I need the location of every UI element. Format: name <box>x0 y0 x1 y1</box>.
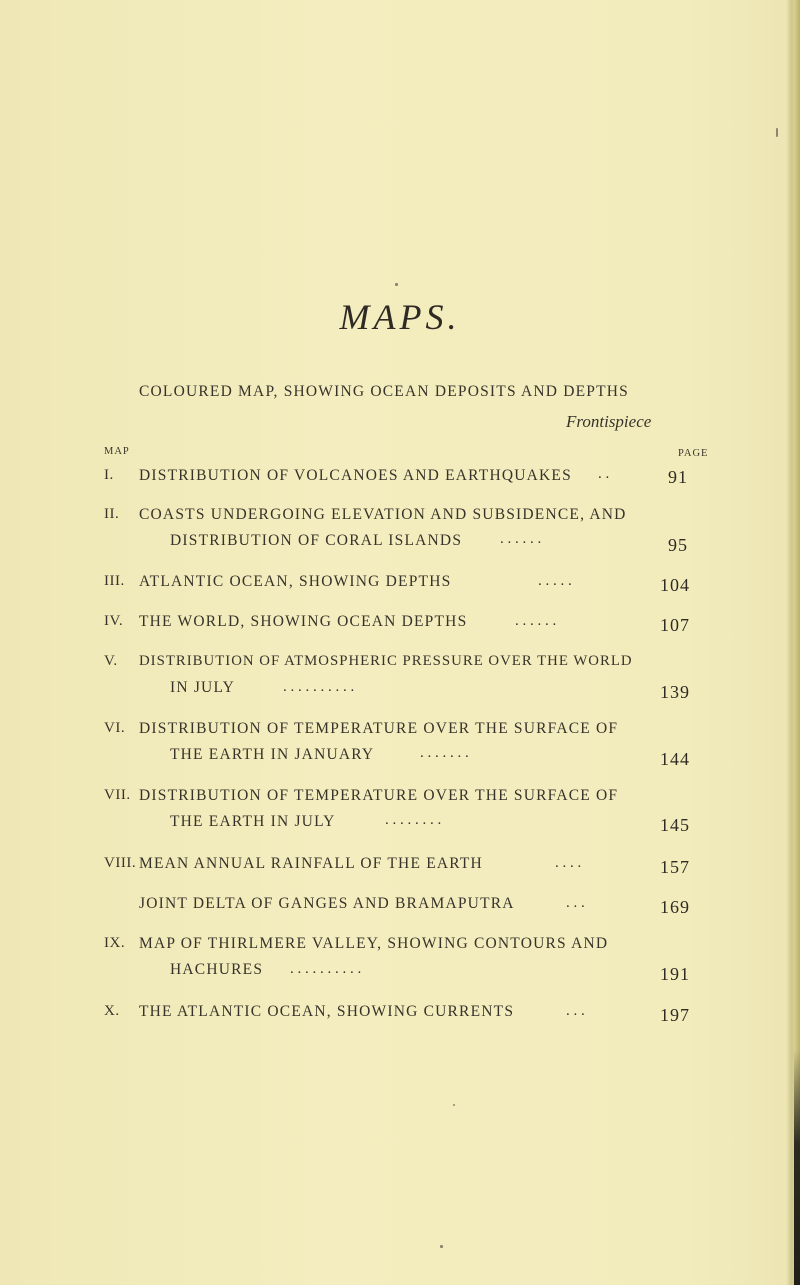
entry-title: MAP OF THIRLMERE VALLEY, SHOWING CONTOURS AND <box>139 935 609 952</box>
entry-title-continued: HACHURES <box>170 961 264 978</box>
entry-numeral: VI. <box>104 720 126 736</box>
entry-leader: . . . . . <box>538 573 572 589</box>
entry-numeral: VIII. <box>104 855 137 871</box>
page-edge-binding <box>794 1050 800 1285</box>
entry-numeral: IV. <box>104 613 124 629</box>
entry-title-continued: DISTRIBUTION OF CORAL ISLANDS <box>170 532 463 549</box>
entry-title-continued: THE EARTH IN JANUARY <box>170 746 375 763</box>
entry-page: 145 <box>660 815 690 835</box>
entry-title: DISTRIBUTION OF TEMPERATURE OVER THE SURFACE OF <box>139 720 619 737</box>
entry-title: DISTRIBUTION OF TEMPERATURE OVER THE SURFACE OF <box>139 787 619 804</box>
entry-numeral: I. <box>104 467 114 483</box>
entry-title-continued: IN JULY <box>170 679 235 696</box>
entry-leader: . . . . . . . . . . <box>290 961 362 977</box>
frontispiece-title: COLOURED MAP, SHOWING OCEAN DEPOSITS AND DEPTHS <box>139 383 629 400</box>
entry-leader: . . <box>598 466 610 482</box>
speck-mark <box>776 128 778 137</box>
entry-leader: . . . <box>566 895 585 911</box>
entry-page: 91 <box>668 467 688 487</box>
entry-leader: . . . <box>566 1003 585 1019</box>
entry-title: DISTRIBUTION OF ATMOSPHERIC PRESSURE OVER THE WORLD <box>139 653 633 669</box>
entry-page: 169 <box>660 897 690 917</box>
page-title: MAPS. <box>339 297 461 337</box>
entry-leader: . . . . . . <box>500 531 542 547</box>
entry-title: MEAN ANNUAL RAINFALL OF THE EARTH <box>139 855 483 872</box>
entry-page: 104 <box>660 575 690 595</box>
entry-numeral: V. <box>104 653 118 669</box>
speck-mark <box>453 1104 455 1106</box>
entry-numeral: II. <box>104 506 120 522</box>
entry-title: COASTS UNDERGOING ELEVATION AND SUBSIDENCE, AND <box>139 506 627 523</box>
page-column-header: PAGE <box>678 448 709 459</box>
entry-leader: . . . . . . <box>515 613 557 629</box>
entry-leader: . . . . <box>555 855 582 871</box>
entry-page: 107 <box>660 615 690 635</box>
entry-title: DISTRIBUTION OF VOLCANOES AND EARTHQUAKES <box>139 467 572 484</box>
entry-page: 144 <box>660 749 690 769</box>
entry-page: 191 <box>660 964 690 984</box>
entry-title: ATLANTIC OCEAN, SHOWING DEPTHS <box>139 573 452 590</box>
entry-leader: . . . . . . . . . . <box>283 679 355 695</box>
entry-page: 197 <box>660 1005 690 1025</box>
entry-leader: . . . . . . . . <box>385 812 442 828</box>
entry-title: THE WORLD, SHOWING OCEAN DEPTHS <box>139 613 468 630</box>
entry-numeral: III. <box>104 573 125 589</box>
speck-mark <box>440 1245 443 1248</box>
map-column-header: MAP <box>104 446 130 457</box>
entry-page: 139 <box>660 682 690 702</box>
entry-title-continued: THE EARTH IN JULY <box>170 813 336 830</box>
entry-numeral: X. <box>104 1003 120 1019</box>
entry-numeral: IX. <box>104 935 126 951</box>
frontispiece-location: Frontispiece <box>566 412 652 431</box>
speck-mark <box>395 283 398 286</box>
entry-title: THE ATLANTIC OCEAN, SHOWING CURRENTS <box>139 1003 515 1020</box>
entry-numeral: VII. <box>104 787 131 803</box>
entry-page: 95 <box>668 535 688 555</box>
entry-leader: . . . . . . . <box>420 745 469 761</box>
entry-title: JOINT DELTA OF GANGES AND BRAMAPUTRA <box>139 895 515 912</box>
entry-page: 157 <box>660 857 690 877</box>
